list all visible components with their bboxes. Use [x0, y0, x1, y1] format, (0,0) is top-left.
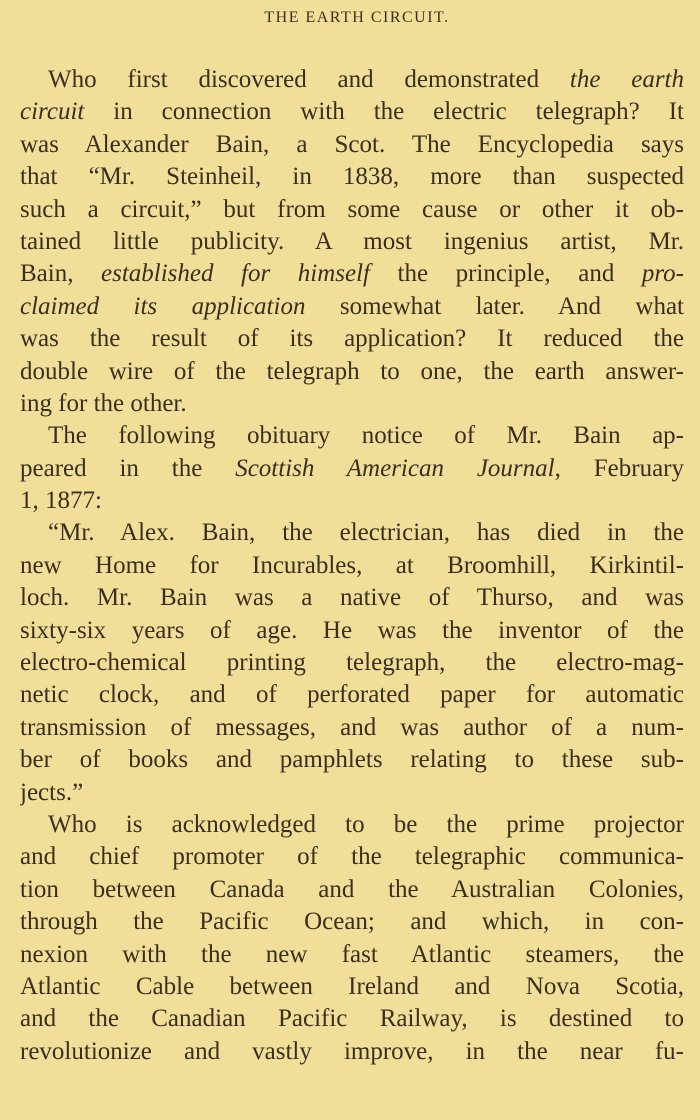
text-run: The following obituary notice of Mr. Bain ap-	[48, 422, 684, 450]
text-run: and the Canadian Pacific Railway, is destined to	[20, 1005, 684, 1033]
text-line	[20, 161, 684, 193]
text-run: Atlantic Cable between Ireland and Nova Scotia,	[20, 972, 684, 1000]
text-line	[20, 356, 684, 388]
text-run: the principle, and	[369, 260, 642, 288]
text-line	[20, 323, 684, 355]
body-text	[20, 64, 684, 1068]
italic-text: established for himself	[101, 260, 370, 288]
italic-text: circuit	[20, 98, 85, 126]
text-line	[20, 874, 684, 906]
text-line	[20, 777, 684, 809]
text-run: and chief promoter of the telegraphic communica-	[20, 843, 684, 871]
text-run: , February	[554, 454, 684, 482]
text-run: peared in the	[20, 454, 236, 482]
text-run: such a circuit,” but from some cause or other it ob-	[20, 195, 684, 223]
text-run: that “Mr. Steinheil, in 1838, more than suspected	[20, 163, 684, 191]
text-run: new Home for Incurables, at Broomhill, Kirkintil-	[20, 551, 684, 579]
text-line	[20, 388, 684, 420]
text-run: somewhat later. And what	[305, 292, 684, 320]
text-line	[20, 712, 684, 744]
text-run: through the Pacific Ocean; and which, in con-	[20, 908, 684, 936]
text-line	[20, 485, 684, 517]
text-run: netic clock, and of perforated paper for automatic	[20, 681, 684, 709]
text-line	[20, 453, 684, 485]
text-run: Who first discovered and demonstrated	[48, 66, 570, 93]
text-line	[20, 1003, 684, 1035]
text-run: loch. Mr. Bain was a native of Thurso, and was	[20, 584, 684, 612]
text-run: revolutionize and vastly improve, in the near fu-	[20, 1037, 684, 1065]
text-run: in connection with the electric telegraph? It	[84, 98, 684, 126]
text-line	[20, 129, 684, 161]
text-run: Bain,	[20, 260, 102, 288]
italic-text: pro-	[641, 260, 684, 288]
text-run: nexion with the new fast Atlantic steamers, the	[20, 940, 684, 968]
text-run: ing for the other.	[20, 389, 187, 417]
text-run: tained little publicity. A most ingenius artist, Mr.	[20, 227, 684, 255]
text-line	[20, 647, 684, 679]
text-line	[20, 679, 684, 711]
text-line	[20, 64, 684, 96]
text-line	[20, 582, 684, 614]
italic-text: the earth	[569, 66, 684, 93]
text-line	[20, 971, 684, 1003]
text-line	[20, 841, 684, 873]
italic-text: claimed its application	[20, 292, 306, 320]
text-line	[20, 226, 684, 258]
text-run: tion between Canada and the Australian Colonies,	[20, 875, 684, 903]
text-line	[20, 291, 684, 323]
text-run: was the result of its application? It reduced the	[20, 325, 684, 353]
text-line	[20, 96, 684, 128]
text-line	[20, 517, 684, 549]
text-run: “Mr. Alex. Bain, the electrician, has died in the	[48, 519, 684, 547]
text-line	[20, 194, 684, 226]
text-line	[20, 744, 684, 776]
text-line	[20, 809, 684, 841]
text-line	[20, 906, 684, 938]
text-run: double wire of the telegraph to one, the earth answer-	[20, 357, 684, 385]
text-run: jects.”	[20, 778, 84, 806]
text-line	[20, 615, 684, 647]
running-head: THE EARTH CIRCUIT.	[264, 9, 450, 26]
text-line	[20, 258, 684, 290]
text-line	[20, 550, 684, 582]
text-line	[20, 1036, 684, 1068]
text-run: electro-chemical printing telegraph, the electro-mag-	[20, 649, 684, 677]
text-run: transmission of messages, and was author of a num-	[20, 713, 684, 741]
text-run: sixty-six years of age. He was the inventor of the	[20, 616, 684, 644]
text-run: ber of books and pamphlets relating to these sub-	[20, 746, 684, 774]
text-line	[20, 420, 684, 452]
italic-text: Scottish American Journal	[235, 454, 555, 482]
text-run: Who is acknowledged to be the prime projector	[48, 810, 684, 838]
text-line	[20, 939, 684, 971]
text-run: was Alexander Bain, a Scot. The Encyclopedia says	[20, 130, 684, 158]
text-run: 1, 1877:	[20, 487, 102, 515]
